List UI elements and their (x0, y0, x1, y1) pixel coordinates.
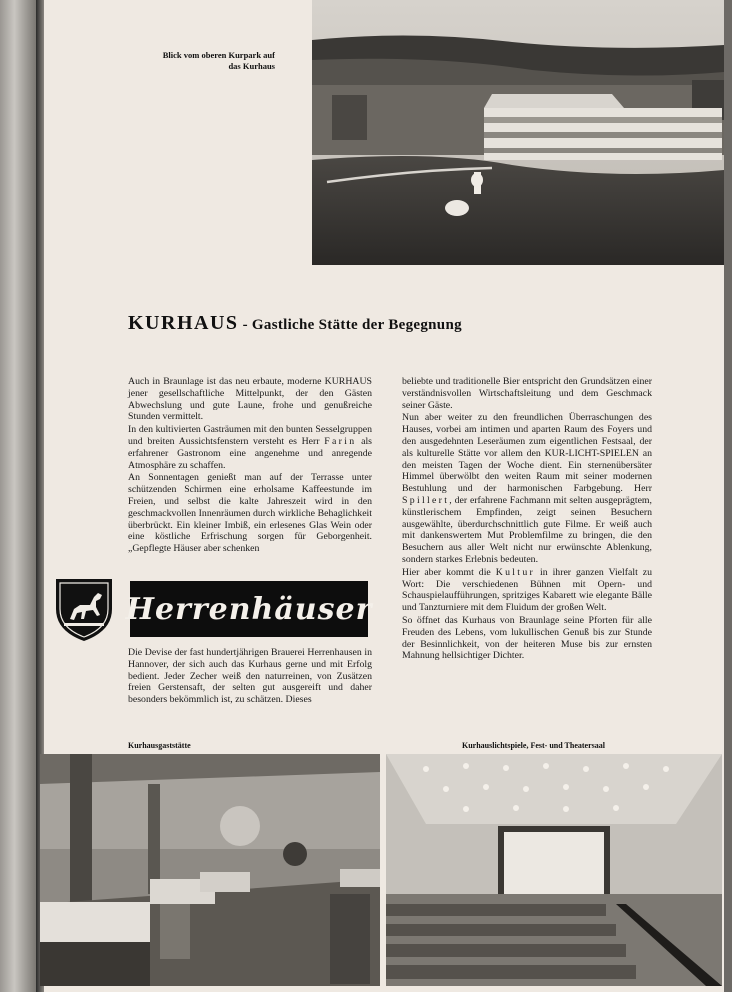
left-column-top (128, 376, 372, 556)
right-paragraph-3: Hier aber kommt die Kultur in ihrer ganzen Vielfalt zu Wort: Die verschiedenen Bühnen mit Opern- und Schauspielaufführungen, spritziges Kabarett wie elegante Bälle und Tanzturniere mit dem Fluidum der großen Welt. (402, 566, 652, 614)
top-photo-caption: Blick vom oberen Kurpark auf das Kurhaus (162, 50, 275, 71)
bottom-right-caption: Kurhauslichtspiele, Fest- und Theatersaal (462, 741, 605, 750)
cinema-hall-image (386, 754, 722, 986)
cinema-hall-photo (386, 754, 722, 986)
left-paragraph-2: In den kultivierten Gasträumen mit den bunten Sesselgruppen und breiten Aussichtsfenstern versteht es Herr Farin als erfahrener Gastronom eine angenehme und anregende Atmosphäre zu schaffen. (128, 424, 372, 471)
left-column-bottom (128, 647, 372, 707)
page-headline (128, 312, 658, 335)
word-kultur: Kultur (495, 566, 536, 578)
name-spillert: Spillert (402, 494, 450, 506)
brand-name: Herrenhäuser (125, 591, 373, 627)
restaurant-interior-image (40, 754, 380, 986)
right-column (402, 376, 652, 663)
horse-emblem-icon (50, 575, 118, 643)
left-paragraph-3: An Sonnentagen genießt man auf der Terrasse unter schützenden Schirmen eine erholsame Kaffeestunde im Freien, und selbst die kalte Jahreszeit wird in den geschmackvollen Innenräumen durch wirkliche Behaglichkeit überbrückt. Ein kleiner Imbiß, ein erlesenes Glas Wein oder eine köstliche Erfrischung sorgen für Geborgenheit. „Gepflegte Häuser aber schenken (128, 472, 372, 555)
left-paragraph-4: Die Devise der fast hundertjährigen Brauerei Herrenhausen in Hannover, der sich auch das Kurhaus gerne und mit Erfolg bedient. Jeder Zecher weiß den naturreinen, von Zusätzen freien Gerstensaft, der selten gut ausgereift und daher besonders bekömmlich ist, zu schätzen. Dieses (128, 647, 372, 706)
adjacent-page-edge (0, 0, 36, 992)
headline-dash: - (238, 317, 252, 333)
right-paragraph-4: So öffnet das Kurhaus von Braunlage seine Pforten für alle Freuden des Lebens, vom lukullischen Genuß bis zur Stunde der Besinnlichkeit, von der heiteren Muse bis zur ernsten Mahnung hellsichtiger Dichter. (402, 614, 652, 662)
brand-banner (125, 581, 373, 637)
restaurant-interior-photo (40, 754, 380, 986)
bottom-left-caption: Kurhausgaststätte (128, 741, 191, 750)
headline-main: KURHAUS (128, 312, 239, 334)
right-paragraph-1: beliebte und traditionelle Bier entspricht den Grundsätzen einer verständnisvollen Wirtschaftsleitung und dem Geschmack seiner Gäste. (402, 376, 652, 411)
headline-subtitle: Gastliche Stätte der Begegnung (251, 317, 462, 333)
right-paragraph-2: Nun aber weiter zu den freundlichen Überraschungen des Hauses, vorbei am intimen und aparten Raum des Foyers und den ausgedehnten Leseräumen zum eigentlichen Festsaal, der als kulturelle Stätte vor allem den KUR-LICHT-SPIELEN an den meisten Tagen der Woche dient. Ein sternenübersäter Himmel überwölbt den weiten Raum mit seiner modernen Bestuhlung und der harmonischen Farbgebung. Herr Spillert, der erfahrene Fachmann mit selten ausgeprägtem, künstlerischem Empfinden, zeigt seinen Besuchern ausgewählte, überdurchschnittlich gute Filme. Er weiß auch mit dankenswertem Mut Problemfilme zu bringen, die den Besuchern aus aller Welt nicht nur erwünschte Ablenkung, sondern starkes Erlebnis bedeuten. (402, 412, 652, 565)
kurhaus-exterior-image (312, 0, 724, 265)
herrenhaeuser-logo (50, 575, 375, 643)
left-paragraph-1: Auch in Braunlage ist das neu erbaute, moderne KURHAUS jener gesellschaftliche Mittelpunkt, der den Gästen Abwechslung und gute Laune, frohe und genußreiche Stunden vermittelt. (128, 376, 372, 423)
kurhaus-exterior-photo (312, 0, 724, 265)
name-farin: Farin (324, 435, 357, 447)
